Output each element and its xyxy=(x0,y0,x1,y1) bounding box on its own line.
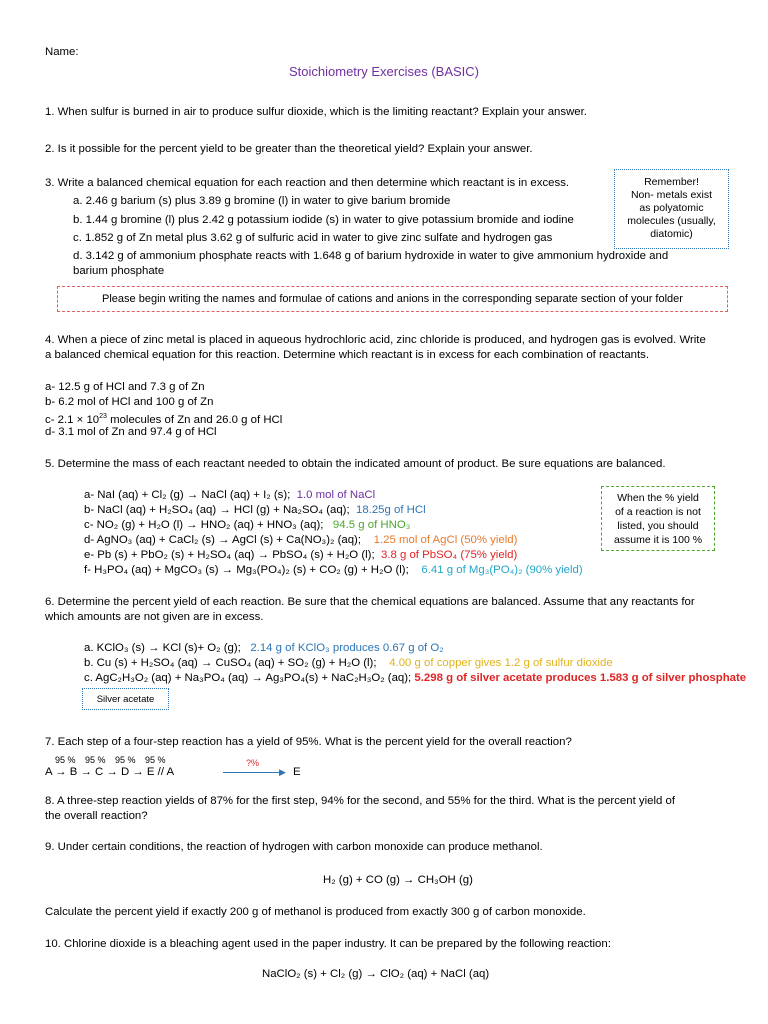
yield-note-line: listed, you should xyxy=(617,520,699,532)
folder-note-box xyxy=(57,286,728,312)
question-4d: d- 3.1 mol of Zn and 97.4 g of HCl xyxy=(45,426,217,438)
yield-note-line: of a reaction is not xyxy=(615,506,701,518)
reaction-chain-end: E xyxy=(293,766,301,778)
question-5e xyxy=(84,548,517,562)
step-yield-label: 95 % xyxy=(145,755,166,765)
yield-note-line: When the % yield xyxy=(617,492,699,504)
silver-acetate-label-box xyxy=(82,688,169,710)
question-6b-equation: b. Cu (s) + H₂SO₄ (aq) → CuSO₄ (aq) + SO₂ (g) + H₂O (l); xyxy=(84,657,377,669)
question-5f-answer: 6.41 g of Mg₃(PO₄)₂ (90% yield) xyxy=(421,564,583,576)
question-5f xyxy=(84,563,583,577)
question-9-calc: Calculate the percent yield if exactly 200 g of methanol is produced from exactly 300 g of carbon monoxide. xyxy=(45,906,586,918)
question-6b-answer: 4.00 g of copper gives 1.2 g of sulfur dioxide xyxy=(389,657,613,669)
question-4c-post: molecules of Zn and 26.0 g of HCl xyxy=(106,413,283,426)
remember-note-line: Remember! xyxy=(644,176,699,188)
step-yield-label: 95 % xyxy=(115,755,136,765)
question-6c xyxy=(84,671,746,685)
question-3c: c. 1.852 g of Zn metal plus 3.62 g of sulfuric acid in water to give zinc sulfate and hydrogen gas xyxy=(73,232,553,244)
question-5e-equation: e- Pb (s) + PbO₂ (s) + H₂SO₄ (aq) → PbSO₄ (s) + H₂O (l); xyxy=(84,549,375,561)
question-5f-equation: f- H₃PO₄ (aq) + MgCO₃ (s) → Mg₃(PO₄)₂ (s) + CO₂ (g) + H₂O (l); xyxy=(84,564,409,576)
question-5a-answer: 1.0 mol of NaCl xyxy=(296,489,376,501)
question-5b-equation: b- NaCl (aq) + H₂SO₄ (aq) → HCl (g) + Na₂SO₄ (aq); xyxy=(84,504,350,516)
remember-note-line: molecules (usually, xyxy=(627,215,716,227)
question-8: 8. A three-step reaction yields of 87% for the first step, 94% for the second, and 55% for the third. What is the percent yield of xyxy=(45,795,675,807)
question-6b xyxy=(84,656,613,670)
question-5c-equation: c- NO₂ (g) + H₂O (l) → HNO₂ (aq) + HNO₃ (aq); xyxy=(84,519,324,531)
question-5b xyxy=(84,503,426,517)
question-10: 10. Chlorine dioxide is a bleaching agent used in the paper industry. It can be prepared by the following reaction: xyxy=(45,938,611,950)
question-6a xyxy=(84,641,444,655)
question-7: 7. Each step of a four-step reaction has a yield of 95%. What is the percent yield for the overall reaction? xyxy=(45,736,572,748)
question-5b-answer: 18.25g of HCl xyxy=(355,504,426,516)
question-6c-answer: 5.298 g of silver acetate produces 1.583 g of silver phosphate xyxy=(414,672,747,684)
question-5d xyxy=(84,533,517,547)
remember-note-line: as polyatomic xyxy=(639,202,704,214)
overall-arrow-line xyxy=(223,772,281,773)
remember-note-box xyxy=(614,169,729,249)
question-5: 5. Determine the mass of each reactant needed to obtain the indicated amount of product. Be sure equations are balanced. xyxy=(45,458,666,470)
page-title: Stoichiometry Exercises (BASIC) xyxy=(289,64,479,79)
question-5d-answer: 1.25 mol of AgCl (50% yield) xyxy=(373,534,518,546)
methanol-equation: H₂ (g) + CO (g) → CH₃OH (g) xyxy=(323,874,473,886)
question-5a-equation: a- NaI (aq) + Cl₂ (g) → NaCl (aq) + I₂ (s); xyxy=(84,489,291,501)
question-4: 4. When a piece of zinc metal is placed in aqueous hydrochloric acid, zinc chloride is produced, and hydrogen gas is evolved. Write xyxy=(45,334,706,346)
overall-arrow-head-icon: ▶ xyxy=(279,767,286,777)
silver-acetate-label: Silver acetate xyxy=(96,694,155,705)
question-6-cont: which amounts are not given are in excess. xyxy=(45,611,264,623)
chlorine-dioxide-equation: NaClO₂ (s) + Cl₂ (g) → ClO₂ (aq) + NaCl (aq) xyxy=(262,968,490,980)
question-2: 2. Is it possible for the percent yield to be greater than the theoretical yield? Explain your answer. xyxy=(45,143,533,155)
question-6a-answer: 2.14 g of KClO₃ produces 0.67 g of O₂ xyxy=(250,642,444,654)
unknown-yield-label: ?% xyxy=(246,758,260,768)
folder-note-text: Please begin writing the names and formulae of cations and anions in the corresponding separate section of your folder xyxy=(102,293,683,305)
question-4-cont: a balanced chemical equation for this reaction. Determine which reactant is in excess for each combination of reactants. xyxy=(45,349,650,361)
question-3b: b. 1.44 g bromine (l) plus 2.42 g potassium iodide (s) in water to give potassium bromide and iodine xyxy=(73,214,574,226)
question-6: 6. Determine the percent yield of each reaction. Be sure that the chemical equations are balanced. Assume that any reactants for xyxy=(45,596,695,608)
question-6a-equation: a. KClO₃ (s) → KCl (s)+ O₂ (g); xyxy=(84,642,241,654)
step-yield-label: 95 % xyxy=(85,755,106,765)
question-1: 1. When sulfur is burned in air to produce sulfur dioxide, which is the limiting reactant? Explain your answer. xyxy=(45,106,587,118)
question-5c-answer: 94.5 g of HNO₃ xyxy=(332,519,411,531)
question-3d: d. 3.142 g of ammonium phosphate reacts with 1.648 g of barium hydroxide in water to give ammonium hydroxide and xyxy=(73,250,669,262)
question-4c-pre: c- 2.1 × 10 xyxy=(45,413,100,426)
question-3: 3. Write a balanced chemical equation for each reaction and then determine which reactant is in excess. xyxy=(45,177,570,189)
yield-note-line: assume it is 100 % xyxy=(613,534,703,546)
question-4b: b- 6.2 mol of HCl and 100 g of Zn xyxy=(45,396,214,408)
question-5a xyxy=(84,488,375,502)
step-yield-label: 95 % xyxy=(55,755,76,765)
question-5e-answer: 3.8 g of PbSO₄ (75% yield) xyxy=(380,549,518,561)
question-8-cont: the overall reaction? xyxy=(45,810,148,822)
question-9: 9. Under certain conditions, the reaction of hydrogen with carbon monoxide can produce methanol. xyxy=(45,841,543,853)
question-6c-equation: c. AgC₂H₃O₂ (aq) + Na₃PO₄ (aq) → Ag₃PO₄(s) + NaC₂H₃O₂ (aq); xyxy=(84,672,412,684)
question-4a: a- 12.5 g of HCl and 7.3 g of Zn xyxy=(45,381,205,393)
remember-note-line: diatomic) xyxy=(650,228,693,240)
name-label: Name: xyxy=(45,46,79,58)
reaction-chain: A → B → C → D → E // A xyxy=(45,766,175,778)
question-3d-cont: barium phosphate xyxy=(73,265,165,277)
remember-note-line: Non- metals exist xyxy=(630,189,713,201)
question-5d-equation: d- AgNO₃ (aq) + CaCl₂ (s) → AgCl (s) + Ca(NO₃)₂ (aq); xyxy=(84,534,361,546)
question-3a: a. 2.46 g barium (s) plus 3.89 g bromine (l) in water to give barium bromide xyxy=(73,195,451,207)
question-4c-exponent: 23 xyxy=(99,413,107,420)
yield-note-box xyxy=(601,486,715,551)
question-5c xyxy=(84,518,410,532)
